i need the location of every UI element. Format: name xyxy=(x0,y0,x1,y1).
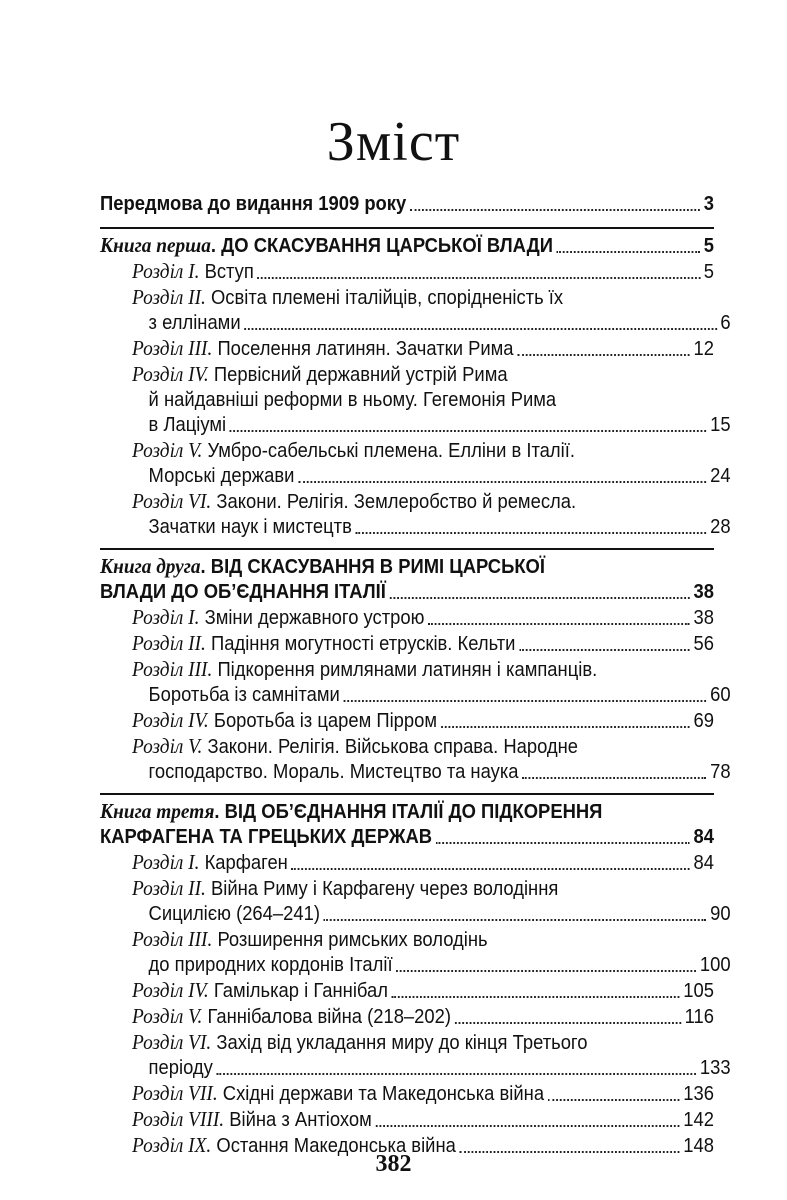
chapter-row[interactable] xyxy=(132,631,714,657)
chapter-number: Розділ II. xyxy=(132,631,206,655)
toc-entry-chapter[interactable] xyxy=(100,850,714,876)
entry-page: 69 xyxy=(693,710,715,732)
entry-page: 116 xyxy=(684,1006,715,1028)
chapter-title-line: Поселення латинян. Зачатки Рима xyxy=(212,338,514,360)
preface-page: 3 xyxy=(703,193,715,215)
book-title-line: ВЛАДИ ДО ОБ’ЄДНАННЯ ІТАЛІЇ xyxy=(100,581,386,603)
book-label: Книга перша xyxy=(100,233,211,257)
leader-dots xyxy=(217,1073,697,1075)
chapter-title-line: Вступ xyxy=(199,261,254,283)
chapter-title-line: Війна Риму і Карфагену через володіння xyxy=(205,878,559,900)
toc-entry-chapter[interactable] xyxy=(100,734,731,785)
book-section xyxy=(100,554,731,785)
chapter-number: Розділ I. xyxy=(132,259,200,283)
table-of-contents xyxy=(100,192,731,1159)
leader-dots xyxy=(324,919,707,921)
chapter-row[interactable] xyxy=(132,708,714,734)
entry-text xyxy=(149,464,295,489)
entry-page: 5 xyxy=(703,261,715,283)
chapter-number: Розділ VII. xyxy=(132,1081,218,1105)
book-section xyxy=(100,799,731,1159)
chapter-row[interactable] xyxy=(132,902,731,927)
chapter-title-line: Падіння могутності етрусків. Кельти xyxy=(205,633,516,655)
chapter-title-line: Підкорення римлянами латинян і кампанців. xyxy=(212,659,598,681)
chapter-row xyxy=(132,657,667,683)
chapter-number: Розділ VI. xyxy=(132,489,212,513)
chapter-row xyxy=(132,489,667,515)
chapter-title-line: Війна з Антіохом xyxy=(224,1109,372,1131)
chapter-row[interactable] xyxy=(132,978,714,1004)
chapter-title-line: періоду xyxy=(148,1057,213,1079)
chapter-number: Розділ III. xyxy=(132,657,213,681)
entry-text xyxy=(132,605,424,631)
entry-page: 84 xyxy=(693,826,715,848)
leader-dots xyxy=(258,277,701,279)
entry-text xyxy=(132,1081,544,1107)
chapter-row[interactable] xyxy=(132,311,731,336)
entry-page: 12 xyxy=(693,338,715,360)
chapter-row[interactable] xyxy=(132,605,714,631)
chapter-title-line: Закони. Релігія. Військова справа. Народне xyxy=(202,736,579,758)
chapter-row[interactable] xyxy=(132,336,714,362)
leader-dots xyxy=(522,777,706,779)
chapter-row xyxy=(132,876,667,902)
leader-dots xyxy=(298,481,706,483)
toc-entry-chapter[interactable] xyxy=(100,259,714,285)
entry-text xyxy=(132,336,514,362)
chapter-row[interactable] xyxy=(132,259,714,285)
toc-entry-chapter[interactable] xyxy=(100,605,714,631)
chapter-row[interactable] xyxy=(132,1081,714,1107)
chapter-title-line: з еллінами xyxy=(148,312,241,334)
entry-page: 38 xyxy=(693,607,715,629)
page-number: 382 xyxy=(375,1151,412,1177)
chapter-title-line: Зміни державного устрою xyxy=(199,607,425,629)
chapter-number: Розділ V. xyxy=(132,1004,203,1028)
chapter-number: Розділ IX. xyxy=(132,1133,212,1157)
chapter-number: Розділ III. xyxy=(132,927,213,951)
toc-entry-chapter[interactable] xyxy=(100,631,714,657)
entry-text xyxy=(149,311,241,336)
chapter-title-line: Зачатки наук і мистецтв xyxy=(148,516,352,538)
entry-page: 100 xyxy=(699,954,731,976)
chapter-title-line: господарство. Мораль. Мистецтво та наука xyxy=(148,761,519,783)
leader-dots xyxy=(244,328,716,330)
chapter-number: Розділ II. xyxy=(132,876,206,900)
entry-page: 28 xyxy=(710,516,731,538)
leader-dots xyxy=(517,354,690,356)
entry-text xyxy=(100,580,386,605)
toc-entry-chapter[interactable] xyxy=(100,362,731,438)
entry-text xyxy=(132,1004,451,1030)
chapter-title-line: Боротьба із царем Пірром xyxy=(208,710,438,732)
chapter-title-line: Ганнібалова війна (218–202) xyxy=(202,1006,452,1028)
chapter-number: Розділ V. xyxy=(132,438,203,462)
chapter-title-line: до природних кордонів Італії xyxy=(148,954,393,976)
chapter-row[interactable] xyxy=(132,413,731,438)
entry-page: 133 xyxy=(699,1057,731,1079)
entry-text xyxy=(100,233,553,259)
entry-page: 84 xyxy=(693,852,715,874)
chapter-title-line: Захід від укладання миру до кінця Третього xyxy=(211,1032,588,1054)
leader-dots xyxy=(455,1022,681,1024)
section-divider xyxy=(100,793,714,795)
entry-text xyxy=(149,683,340,708)
chapter-number: Розділ V. xyxy=(132,734,203,758)
chapter-row xyxy=(132,285,667,311)
entry-text xyxy=(149,1056,213,1081)
entry-page: 5 xyxy=(703,235,715,257)
chapter-number: Розділ II. xyxy=(132,285,206,309)
book-title-line: . ВІД СКАСУВАННЯ В РИМІ ЦАРСЬКОЇ xyxy=(200,556,545,578)
toc-entry-chapter[interactable] xyxy=(100,927,731,978)
chapter-title-line: Боротьба із самнітами xyxy=(148,684,340,706)
entry-text xyxy=(149,760,519,785)
book-label: Книга третя xyxy=(100,799,215,823)
chapter-row xyxy=(132,1030,667,1056)
toc-entry-chapter[interactable] xyxy=(100,657,731,708)
leader-dots xyxy=(390,597,690,599)
chapter-title-line: Освіта племені італійців, спорідненість їх xyxy=(205,287,564,309)
chapter-row[interactable] xyxy=(132,1107,714,1133)
section-divider xyxy=(100,227,714,229)
toc-entry-chapter[interactable] xyxy=(100,1004,714,1030)
entry-text xyxy=(149,413,227,438)
leader-dots xyxy=(375,1125,679,1127)
entry-page: 15 xyxy=(710,414,731,436)
book-title-line: . ВІД ОБ’ЄДНАННЯ ІТАЛІЇ ДО ПІДКОРЕННЯ xyxy=(214,801,603,823)
chapter-row xyxy=(132,734,667,760)
chapter-row[interactable] xyxy=(132,464,731,489)
chapter-title-line: й найдавніші реформи в ньому. Гегемонія Рима xyxy=(148,389,557,411)
entry-page: 136 xyxy=(683,1083,715,1105)
chapter-row[interactable] xyxy=(132,850,714,876)
entry-page: 6 xyxy=(720,312,731,334)
chapter-title-line: Умбро-сабельські племена. Елліни в Італії. xyxy=(202,440,575,462)
toc-entry-chapter[interactable] xyxy=(100,285,731,336)
book-title-line: . ДО СКАСУВАННЯ ЦАРСЬКОЇ ВЛАДИ xyxy=(210,235,553,257)
chapter-title-line: Гамількар і Ганнібал xyxy=(208,980,389,1002)
chapter-row[interactable] xyxy=(132,760,731,785)
chapter-title-line: Закони. Релігія. Землеробство й ремесла. xyxy=(211,491,577,513)
toc-entry-chapter[interactable] xyxy=(100,438,731,489)
chapter-row[interactable] xyxy=(132,1056,731,1081)
chapter-title-line: Первісний державний устрій Рима xyxy=(208,364,508,386)
book-section xyxy=(100,233,731,540)
toc-entry-chapter[interactable] xyxy=(100,1030,731,1081)
entry-page: 90 xyxy=(710,903,731,925)
chapter-number: Розділ IV. xyxy=(132,362,209,386)
toc-entry-chapter[interactable] xyxy=(100,708,714,734)
book-label: Книга друга xyxy=(100,554,201,578)
leader-dots xyxy=(519,649,690,651)
entry-page: 148 xyxy=(683,1135,715,1157)
chapter-number: Розділ VI. xyxy=(132,1030,212,1054)
entry-text xyxy=(149,953,393,978)
book-title-row xyxy=(100,554,665,580)
chapter-title-line: Сицилією (264–241) xyxy=(148,903,320,925)
entry-text xyxy=(132,259,254,285)
section-divider xyxy=(100,548,714,550)
book-title-row xyxy=(100,799,665,825)
entry-text xyxy=(132,708,437,734)
chapter-number: Розділ IV. xyxy=(132,978,209,1002)
page-title: Зміст xyxy=(326,111,461,173)
toc-entry-chapter[interactable] xyxy=(100,1081,714,1107)
chapter-row[interactable] xyxy=(132,683,731,708)
leader-dots xyxy=(436,842,690,844)
entry-text xyxy=(100,825,432,850)
leader-dots xyxy=(396,970,696,972)
book-title-line: КАРФАГЕНА ТА ГРЕЦЬКИХ ДЕРЖАВ xyxy=(100,826,433,848)
entry-text xyxy=(132,978,388,1004)
toc-entry-chapter[interactable] xyxy=(100,336,714,362)
leader-dots xyxy=(230,430,707,432)
entry-page: 56 xyxy=(693,633,715,655)
leader-dots xyxy=(557,251,700,253)
chapter-row xyxy=(132,438,667,464)
entry-page: 38 xyxy=(693,581,715,603)
entry-text xyxy=(132,631,515,657)
entry-text xyxy=(149,902,320,927)
chapter-title-line: Карфаген xyxy=(199,852,288,874)
leader-dots xyxy=(428,623,690,625)
toc-entry-chapter[interactable] xyxy=(100,489,731,540)
leader-dots xyxy=(292,868,690,870)
entry-page: 24 xyxy=(710,465,731,487)
chapter-title-line: Морські держави xyxy=(148,465,295,487)
entry-text xyxy=(149,515,352,540)
entry-text xyxy=(132,1107,372,1133)
entry-page: 60 xyxy=(710,684,731,706)
leader-dots xyxy=(343,700,706,702)
chapter-row[interactable] xyxy=(132,953,731,978)
leader-dots xyxy=(356,532,707,534)
leader-dots xyxy=(548,1099,680,1101)
chapter-title-line: в Лаціумі xyxy=(148,414,227,436)
chapter-number: Розділ VIII. xyxy=(132,1107,225,1131)
chapter-number: Розділ I. xyxy=(132,605,200,629)
toc-entry-preface[interactable] xyxy=(100,192,714,217)
toc-entry-chapter[interactable] xyxy=(100,1107,714,1133)
chapter-title-line: Східні держави та Македонська війна xyxy=(217,1083,545,1105)
toc-entry-book[interactable] xyxy=(100,825,714,850)
chapter-number: Розділ IV. xyxy=(132,708,209,732)
entry-page: 142 xyxy=(683,1109,715,1131)
leader-dots xyxy=(410,209,700,211)
chapter-row[interactable] xyxy=(132,1004,714,1030)
leader-dots xyxy=(392,996,680,998)
chapter-number: Розділ III. xyxy=(132,336,213,360)
entry-page: 78 xyxy=(710,761,731,783)
chapter-number: Розділ I. xyxy=(132,850,200,874)
toc-entry-chapter[interactable] xyxy=(100,978,714,1004)
chapter-row xyxy=(132,362,667,388)
toc-entry-chapter[interactable] xyxy=(100,876,731,927)
chapter-title-line: Остання Македонська війна xyxy=(211,1135,456,1157)
chapter-row xyxy=(132,927,667,953)
toc-entry-book[interactable] xyxy=(100,233,714,259)
entry-text xyxy=(132,850,288,876)
toc-entry-book[interactable] xyxy=(100,580,714,605)
leader-dots xyxy=(441,726,690,728)
chapter-row xyxy=(132,388,667,413)
entry-page: 105 xyxy=(683,980,715,1002)
preface-title: Передмова до видання 1909 року xyxy=(100,193,407,215)
chapter-title-line: Розширення римських володінь xyxy=(212,929,488,951)
chapter-row[interactable] xyxy=(132,515,731,540)
